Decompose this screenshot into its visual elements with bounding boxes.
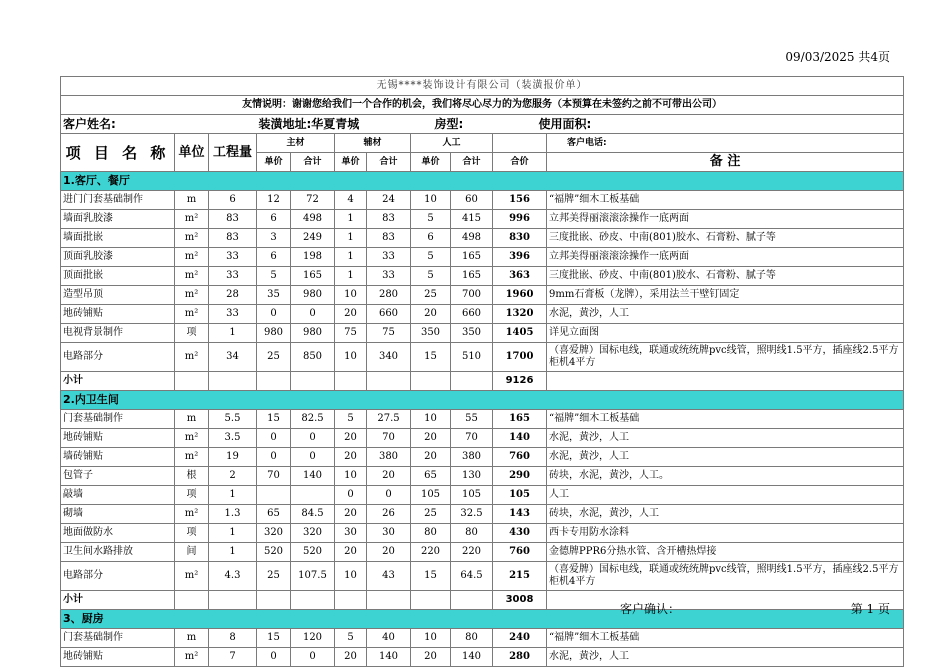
aux-price: 20	[335, 543, 367, 562]
aux-subtotal: 27.5	[367, 410, 411, 429]
labor-price: 25	[411, 286, 451, 305]
labor-subtotal: 165	[451, 267, 493, 286]
labor-price: 105	[411, 486, 451, 505]
labor-price: 10	[411, 629, 451, 648]
item-note: 水泥，黄沙，人工	[547, 305, 904, 324]
main-subtotal: 165	[291, 267, 335, 286]
labor-price: 20	[411, 305, 451, 324]
main-subtotal: 850	[291, 343, 335, 372]
item-name: 敲墙	[61, 486, 175, 505]
aux-subtotal: 660	[367, 305, 411, 324]
item-qty: 1	[209, 486, 257, 505]
col-main-price: 单价	[257, 153, 291, 172]
table-row	[61, 648, 904, 667]
main-subtotal: 72	[291, 191, 335, 210]
table-row	[61, 267, 904, 286]
subtotal-row	[61, 372, 904, 391]
item-unit: m	[175, 191, 209, 210]
aux-subtotal: 30	[367, 524, 411, 543]
item-unit: m²	[175, 286, 209, 305]
aux-subtotal: 43	[367, 562, 411, 591]
item-note: 砖块，水泥，黄沙，人工	[547, 505, 904, 524]
item-name: 地砖铺贴	[61, 429, 175, 448]
main-subtotal: 82.5	[291, 410, 335, 429]
item-name: 顶面乳胶漆	[61, 248, 175, 267]
table-row	[61, 505, 904, 524]
main-price: 70	[257, 467, 291, 486]
labor-subtotal: 165	[451, 248, 493, 267]
item-unit: 项	[175, 324, 209, 343]
aux-subtotal: 20	[367, 543, 411, 562]
item-total: 156	[493, 191, 547, 210]
item-total: 1405	[493, 324, 547, 343]
aux-subtotal: 140	[367, 648, 411, 667]
aux-subtotal: 380	[367, 448, 411, 467]
item-name: 墙面批嵌	[61, 229, 175, 248]
item-total: 760	[493, 448, 547, 467]
item-unit: 间	[175, 543, 209, 562]
customer-confirm-label: 客户确认：	[620, 602, 681, 616]
aux-subtotal: 40	[367, 629, 411, 648]
item-note: 9mm石膏板（龙牌），采用法兰干壁钉固定	[547, 286, 904, 305]
aux-price: 20	[335, 429, 367, 448]
main-subtotal: 198	[291, 248, 335, 267]
main-price: 15	[257, 410, 291, 429]
aux-subtotal: 24	[367, 191, 411, 210]
item-unit: m²	[175, 343, 209, 372]
labor-price: 80	[411, 524, 451, 543]
table-row	[61, 486, 904, 505]
section-title: 2.内卫生间	[61, 391, 904, 410]
subtotal-empty-cell	[367, 372, 411, 391]
main-subtotal: 498	[291, 210, 335, 229]
aux-subtotal: 0	[367, 486, 411, 505]
labor-price: 6	[411, 229, 451, 248]
area-label: 使用面积:	[547, 115, 904, 134]
item-unit: m²	[175, 448, 209, 467]
labor-subtotal: 140	[451, 648, 493, 667]
aux-price: 1	[335, 210, 367, 229]
labor-price: 5	[411, 210, 451, 229]
aux-price: 5	[335, 629, 367, 648]
subtotal-empty-cell	[257, 372, 291, 391]
labor-price: 10	[411, 410, 451, 429]
item-name: 进门门套基础制作	[61, 191, 175, 210]
table-row	[61, 248, 904, 267]
item-note: 砖块，水泥，黄沙，人工。	[547, 467, 904, 486]
subtotal-empty-cell	[291, 591, 335, 610]
item-total: 830	[493, 229, 547, 248]
main-price: 320	[257, 524, 291, 543]
item-qty: 1.3	[209, 505, 257, 524]
item-note: “福牌”细木工板基础	[547, 191, 904, 210]
labor-price: 20	[411, 429, 451, 448]
item-unit: m²	[175, 267, 209, 286]
table-row	[61, 191, 904, 210]
labor-price: 20	[411, 448, 451, 467]
col-quantity: 工程量	[209, 134, 257, 172]
item-unit: 项	[175, 486, 209, 505]
item-name: 门套基础制作	[61, 629, 175, 648]
col-labor: 人工	[411, 134, 493, 153]
subtotal-label: 小计	[61, 372, 175, 391]
main-price: 0	[257, 648, 291, 667]
item-name: 地砖铺贴	[61, 648, 175, 667]
main-subtotal: 120	[291, 629, 335, 648]
item-name: 顶面批嵌	[61, 267, 175, 286]
main-price	[257, 486, 291, 505]
item-name: 电路部分	[61, 343, 175, 372]
aux-price: 10	[335, 562, 367, 591]
item-name: 卫生间水路排放	[61, 543, 175, 562]
col-remark: 备 注	[547, 153, 904, 172]
item-qty: 83	[209, 210, 257, 229]
main-price: 65	[257, 505, 291, 524]
item-qty: 8	[209, 629, 257, 648]
aux-subtotal: 70	[367, 429, 411, 448]
item-note: 水泥，黄沙，人工	[547, 648, 904, 667]
subtotal-empty-cell	[209, 372, 257, 391]
item-note: 水泥，黄沙，人工	[547, 429, 904, 448]
col-item-name: 项 目 名 称	[61, 134, 175, 172]
item-note: 人工	[547, 486, 904, 505]
item-total: 140	[493, 429, 547, 448]
item-name: 地砖铺贴	[61, 305, 175, 324]
main-subtotal: 107.5	[291, 562, 335, 591]
item-name: 墙砖铺贴	[61, 448, 175, 467]
item-note: 立邦美得丽滚滚涂操作一底两面	[547, 248, 904, 267]
item-total: 760	[493, 543, 547, 562]
item-name: 砌墙	[61, 505, 175, 524]
aux-subtotal: 280	[367, 286, 411, 305]
subtotal-empty-cell	[175, 591, 209, 610]
aux-price: 75	[335, 324, 367, 343]
labor-price: 10	[411, 191, 451, 210]
item-unit: m²	[175, 248, 209, 267]
table-row	[61, 305, 904, 324]
subtotal-empty-cell	[335, 372, 367, 391]
main-price: 6	[257, 248, 291, 267]
col-labor-price: 单价	[411, 153, 451, 172]
subtotal-value: 9126	[493, 372, 547, 391]
page-number: 第 1 页	[850, 602, 890, 616]
room-type-label: 房型:	[493, 115, 547, 134]
main-price: 25	[257, 343, 291, 372]
section-header	[61, 391, 904, 410]
subtotal-empty-cell	[367, 591, 411, 610]
item-qty: 1	[209, 324, 257, 343]
item-total: 1700	[493, 343, 547, 372]
item-qty: 1	[209, 543, 257, 562]
labor-subtotal: 498	[451, 229, 493, 248]
col-main-material: 主材	[257, 134, 335, 153]
col-main-subtotal: 合计	[291, 153, 335, 172]
col-total: 合价	[493, 153, 547, 172]
section-title: 1.客厅、餐厅	[61, 172, 904, 191]
main-subtotal: 980	[291, 286, 335, 305]
main-price: 25	[257, 562, 291, 591]
aux-price: 20	[335, 448, 367, 467]
item-total: 165	[493, 410, 547, 429]
col-unit: 单位	[175, 134, 209, 172]
labor-subtotal: 130	[451, 467, 493, 486]
item-qty: 2	[209, 467, 257, 486]
col-aux-subtotal: 合计	[367, 153, 411, 172]
main-subtotal: 140	[291, 467, 335, 486]
labor-price: 20	[411, 648, 451, 667]
item-total: 396	[493, 248, 547, 267]
section-header	[61, 172, 904, 191]
table-row	[61, 210, 904, 229]
item-qty: 34	[209, 343, 257, 372]
main-price: 5	[257, 267, 291, 286]
subtotal-label: 小计	[61, 591, 175, 610]
section-title: 3、厨房	[61, 610, 904, 629]
aux-subtotal: 340	[367, 343, 411, 372]
main-subtotal: 84.5	[291, 505, 335, 524]
subtotal-empty-cell	[209, 591, 257, 610]
item-unit: m²	[175, 210, 209, 229]
item-unit: m	[175, 410, 209, 429]
labor-price: 5	[411, 267, 451, 286]
customer-name-label: 客户姓名:	[61, 115, 257, 134]
item-qty: 83	[209, 229, 257, 248]
subtotal-empty-cell	[335, 591, 367, 610]
subtotal-empty-cell	[547, 372, 904, 391]
labor-price: 15	[411, 562, 451, 591]
table-row	[61, 629, 904, 648]
item-total: 363	[493, 267, 547, 286]
subtotal-empty-cell	[291, 372, 335, 391]
aux-price: 20	[335, 648, 367, 667]
item-note: （喜爱牌）国标电线，联通或统统牌pvc线管，照明线1.5平方，插座线2.5平方柜机4平方	[547, 343, 904, 372]
main-price: 0	[257, 429, 291, 448]
aux-price: 20	[335, 305, 367, 324]
item-unit: m²	[175, 648, 209, 667]
item-total: 240	[493, 629, 547, 648]
aux-subtotal: 83	[367, 210, 411, 229]
main-price: 980	[257, 324, 291, 343]
main-price: 3	[257, 229, 291, 248]
main-subtotal: 320	[291, 524, 335, 543]
subtotal-empty-cell	[257, 591, 291, 610]
subtotal-empty-cell	[451, 591, 493, 610]
aux-subtotal: 33	[367, 248, 411, 267]
main-subtotal: 0	[291, 648, 335, 667]
table-row	[61, 467, 904, 486]
main-price: 0	[257, 305, 291, 324]
main-price: 15	[257, 629, 291, 648]
item-unit: m²	[175, 429, 209, 448]
main-subtotal: 0	[291, 429, 335, 448]
item-note: 三度批嵌、砂皮、中南(801)胶水、石膏粉、腻子等	[547, 229, 904, 248]
aux-price: 10	[335, 343, 367, 372]
table-row	[61, 524, 904, 543]
document-title: 无锡****装饰设计有限公司（装潢报价单）	[61, 77, 904, 96]
notice-text: 友情说明：谢谢您给我们一个合作的机会，我们将尽心尽力的为您服务（本预算在未签约之前不可带出公司）	[61, 96, 904, 115]
item-name: 墙面乳胶漆	[61, 210, 175, 229]
labor-price: 350	[411, 324, 451, 343]
labor-price: 65	[411, 467, 451, 486]
col-labor-subtotal: 合计	[451, 153, 493, 172]
aux-price: 4	[335, 191, 367, 210]
subtotal-empty-cell	[411, 372, 451, 391]
labor-subtotal: 70	[451, 429, 493, 448]
table-row	[61, 429, 904, 448]
item-total: 1320	[493, 305, 547, 324]
labor-subtotal: 60	[451, 191, 493, 210]
item-qty: 33	[209, 267, 257, 286]
labor-price: 220	[411, 543, 451, 562]
item-total: 215	[493, 562, 547, 591]
labor-subtotal: 220	[451, 543, 493, 562]
customer-phone-label: 客户电话:	[547, 134, 904, 153]
labor-price: 15	[411, 343, 451, 372]
item-total: 143	[493, 505, 547, 524]
main-price: 35	[257, 286, 291, 305]
item-qty: 19	[209, 448, 257, 467]
aux-price: 1	[335, 248, 367, 267]
item-total: 290	[493, 467, 547, 486]
item-name: 包管子	[61, 467, 175, 486]
aux-price: 10	[335, 467, 367, 486]
labor-subtotal: 55	[451, 410, 493, 429]
col-aux-material: 辅材	[335, 134, 411, 153]
labor-subtotal: 80	[451, 629, 493, 648]
main-subtotal	[291, 486, 335, 505]
aux-price: 5	[335, 410, 367, 429]
table-row	[61, 410, 904, 429]
aux-subtotal: 26	[367, 505, 411, 524]
item-total: 1960	[493, 286, 547, 305]
item-qty: 28	[209, 286, 257, 305]
item-qty: 33	[209, 248, 257, 267]
table-row	[61, 343, 904, 372]
labor-subtotal: 32.5	[451, 505, 493, 524]
item-qty: 1	[209, 524, 257, 543]
subtotal-empty-cell	[411, 591, 451, 610]
col-aux-price: 单价	[335, 153, 367, 172]
item-qty: 7	[209, 648, 257, 667]
main-subtotal: 249	[291, 229, 335, 248]
item-total: 105	[493, 486, 547, 505]
item-note: 水泥，黄沙，人工	[547, 448, 904, 467]
table-row	[61, 543, 904, 562]
item-name: 电视背景制作	[61, 324, 175, 343]
item-qty: 3.5	[209, 429, 257, 448]
address-label: 装潢地址:华夏青城	[257, 115, 493, 134]
aux-subtotal: 83	[367, 229, 411, 248]
table-row	[61, 448, 904, 467]
labor-subtotal: 105	[451, 486, 493, 505]
labor-subtotal: 510	[451, 343, 493, 372]
aux-price: 1	[335, 229, 367, 248]
labor-subtotal: 350	[451, 324, 493, 343]
section-header	[61, 610, 904, 629]
quotation-table	[60, 76, 904, 667]
labor-price: 25	[411, 505, 451, 524]
item-unit: m²	[175, 229, 209, 248]
table-row	[61, 286, 904, 305]
labor-price: 5	[411, 248, 451, 267]
labor-subtotal: 415	[451, 210, 493, 229]
item-name: 电路部分	[61, 562, 175, 591]
subtotal-empty-cell	[175, 372, 209, 391]
table-row	[61, 562, 904, 591]
item-note: “福牌”细木工板基础	[547, 629, 904, 648]
item-unit: m²	[175, 562, 209, 591]
main-price: 12	[257, 191, 291, 210]
item-note: （喜爱牌）国标电线，联通或统统牌pvc线管，照明线1.5平方，插座线2.5平方柜机4平方	[547, 562, 904, 591]
item-name: 造型吊顶	[61, 286, 175, 305]
labor-subtotal: 380	[451, 448, 493, 467]
main-subtotal: 520	[291, 543, 335, 562]
labor-subtotal: 64.5	[451, 562, 493, 591]
main-subtotal: 980	[291, 324, 335, 343]
table-row	[61, 324, 904, 343]
item-note: 立邦美得丽滚滚涂操作一底两面	[547, 210, 904, 229]
item-total: 280	[493, 648, 547, 667]
main-price: 6	[257, 210, 291, 229]
item-qty: 6	[209, 191, 257, 210]
item-note: 金德牌PPR6分热水管、含开槽热焊接	[547, 543, 904, 562]
item-name: 门套基础制作	[61, 410, 175, 429]
item-unit: m	[175, 629, 209, 648]
item-note: 三度批嵌、砂皮、中南(801)胶水、石膏粉、腻子等	[547, 267, 904, 286]
aux-price: 10	[335, 286, 367, 305]
main-subtotal: 0	[291, 448, 335, 467]
item-total: 430	[493, 524, 547, 543]
labor-subtotal: 700	[451, 286, 493, 305]
item-note: 详见立面图	[547, 324, 904, 343]
aux-subtotal: 75	[367, 324, 411, 343]
item-unit: 根	[175, 467, 209, 486]
table-row	[61, 229, 904, 248]
item-name: 地面做防水	[61, 524, 175, 543]
item-qty: 33	[209, 305, 257, 324]
item-qty: 4.3	[209, 562, 257, 591]
aux-price: 30	[335, 524, 367, 543]
item-unit: m²	[175, 305, 209, 324]
aux-subtotal: 20	[367, 467, 411, 486]
subtotal-value: 3008	[493, 591, 547, 610]
item-unit: 项	[175, 524, 209, 543]
subtotal-empty-cell	[451, 372, 493, 391]
aux-price: 0	[335, 486, 367, 505]
aux-subtotal: 33	[367, 267, 411, 286]
date-page-count: 09/03/2025 共4页	[785, 50, 890, 64]
item-qty: 5.5	[209, 410, 257, 429]
item-unit: m²	[175, 505, 209, 524]
aux-price: 20	[335, 505, 367, 524]
subtotal-row	[61, 591, 904, 610]
item-note: 西卡专用防水涂料	[547, 524, 904, 543]
col-empty	[493, 134, 547, 153]
item-note: “福牌”细木工板基础	[547, 410, 904, 429]
labor-subtotal: 80	[451, 524, 493, 543]
main-subtotal: 0	[291, 305, 335, 324]
main-price: 520	[257, 543, 291, 562]
item-total: 996	[493, 210, 547, 229]
labor-subtotal: 660	[451, 305, 493, 324]
main-price: 0	[257, 448, 291, 467]
aux-price: 1	[335, 267, 367, 286]
